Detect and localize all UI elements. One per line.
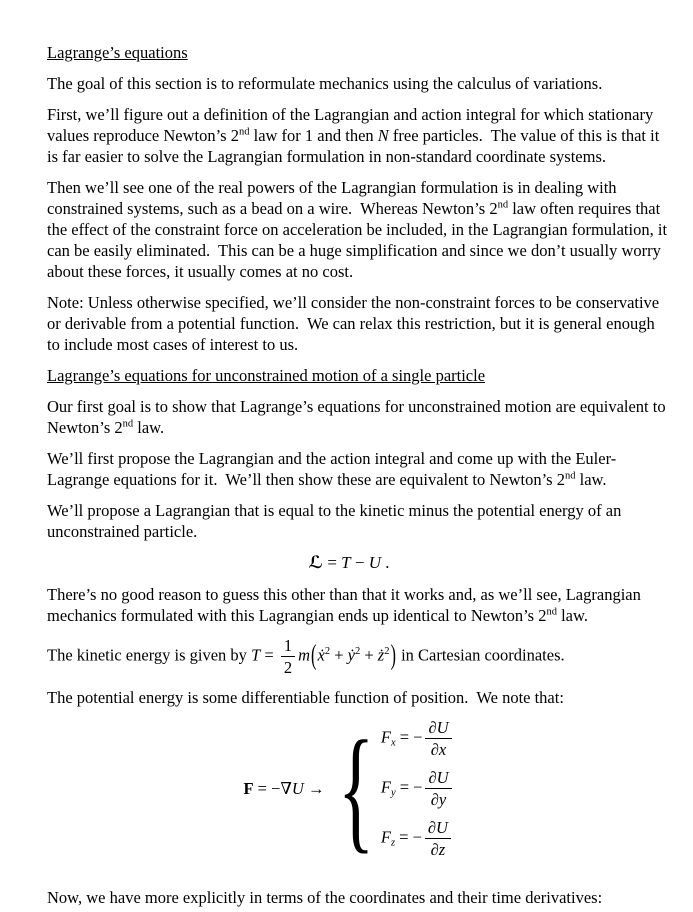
text-run-sub: z <box>390 837 396 849</box>
text-run-sup: nd <box>122 418 134 430</box>
text-run-sub: x <box>390 737 396 749</box>
fraction-numerator: 1 <box>283 636 293 655</box>
paragraph-kinetic-minus-potential: We’ll propose a Lagrangian that is equal to the kinetic minus the potential energy of an unconstrained particle. <box>47 501 626 541</box>
fraction <box>425 718 451 759</box>
paragraph-more-explicitly: Now, we have more explicitly in terms of the coordinates and their time derivatives: <box>47 888 603 907</box>
paragraph-potential-energy: The potential energy is some differentiable function of position. We note that: <box>47 688 564 707</box>
equation-row-fz: $F_z$ = − $\frac{\partial U}{\partial z}$ <box>381 818 455 859</box>
text-run-sup: nd <box>238 126 250 138</box>
text-run-sup: 2 <box>354 645 361 657</box>
text-run-sup: 2 <box>384 645 390 657</box>
equation-force-rows <box>381 718 455 859</box>
text-run-sup: nd <box>497 199 509 211</box>
text-run-i: T <box>341 553 351 572</box>
paragraph-first-definition: First, we’ll figure out a definition of the Lagrangian and action integral for which stationary values reproduce Newton’s 2nd law for 1 and then N free particles. The value of this is that it is far easier to solve the Lagrangian formulation in non-standard coordinate systems. <box>47 105 664 166</box>
fraction-denominator: 2 <box>281 656 295 677</box>
section-heading-unconstrained-motion: Lagrange’s equations for unconstrained motion of a single particle <box>47 366 486 385</box>
text-run-i: m <box>298 645 310 665</box>
text-run-b: F <box>243 779 254 798</box>
text-run-sup: nd <box>546 606 557 618</box>
text-run-i: ż <box>377 645 385 665</box>
text-run-i: U <box>291 779 304 798</box>
text-run-i: F <box>380 777 391 797</box>
paragraph-first-goal: Our first goal is to show that Lagrange’s equations for unconstrained motion are equivalent to Newton’s 2nd law. <box>47 397 670 437</box>
fraction-numerator: ∂U <box>428 718 449 737</box>
section-heading-lagranges-equations: Lagrange’s equations <box>47 43 188 62</box>
text-run-i: ẏ <box>347 645 355 665</box>
paragraph-note-conservative-forces: Note: Unless otherwise specified, we’ll consider the non-constraint forces to be conservative or derivable from a potential function. We can relax this restriction, but it is general enough to include most cases of interest to us. <box>47 293 664 354</box>
paragraph-constrained-systems: Then we’ll see one of the real powers of the Lagrangian formulation is in dealing with constrained systems, such as a bead on a wire. Whereas Newton’s 2nd law often requires that the effect of the constraint force on acceleration be included, in the Lagrangian formulation, it can be easily eliminated. This can be a huge simplification and since we don’t usually worry about these forces, it usually comes at no cost. <box>47 178 672 281</box>
text-run-i: U <box>368 553 381 572</box>
fraction <box>281 636 295 677</box>
paragraph-no-good-reason: There’s no good reason to guess this other than that it works and, as we’ll see, Lagrangian mechanics formulated with this Lagrangian ends up identical to Newton’s 2nd law. <box>47 585 645 625</box>
fraction <box>425 818 451 859</box>
text-run-i: F <box>380 827 391 847</box>
paragraph-propose-lagrangian-action: We’ll first propose the Lagrangian and the action integral and come up with the Euler-Lagrange equations for it. We’ll then show these are equivalent to Newton’s 2nd law. <box>47 449 617 489</box>
text-run-i: N <box>377 126 389 145</box>
system-brace: { <box>337 711 374 865</box>
text-run-scr: ℒ <box>308 553 324 573</box>
paragraph-kinetic-energy: The kinetic energy is given by T = $\frac{1}{2}$ m(ẋ$^2$ + ẏ$^2$ + $ż^2$) in Cartesian coordinates. <box>47 636 565 677</box>
text-run-i: ẋ <box>317 645 325 665</box>
equation-lagrangian-definition: ℒ = T − U . <box>308 553 390 573</box>
fraction-denominator: ∂y <box>425 788 451 809</box>
text-run-i: T <box>251 645 261 665</box>
text-run-paren: ( <box>310 638 317 671</box>
equation-row-fx: $F_x$ = − $\frac{\partial U}{\partial x}$ <box>381 718 455 759</box>
fraction-denominator: ∂z <box>425 838 451 859</box>
equation-force-gradient-system <box>47 711 651 865</box>
equation-force-lead: F = −∇U → <box>243 779 329 798</box>
fraction <box>425 768 451 809</box>
fraction-denominator: ∂x <box>425 738 451 759</box>
fraction-numerator: ∂U <box>427 818 448 837</box>
equation-row-fy: $F_y$ = − $\frac{\partial U}{\partial y}$ <box>381 768 455 809</box>
text-run-sub: y <box>390 787 396 799</box>
fraction-numerator: ∂U <box>428 768 449 787</box>
text-run-i: F <box>380 727 391 747</box>
text-run-sup: 2 <box>324 645 331 657</box>
text-run-paren: ) <box>390 638 396 671</box>
paragraph-section-goal: The goal of this section is to reformulate mechanics using the calculus of variations. <box>47 74 603 93</box>
text-run-sup: nd <box>564 470 576 482</box>
